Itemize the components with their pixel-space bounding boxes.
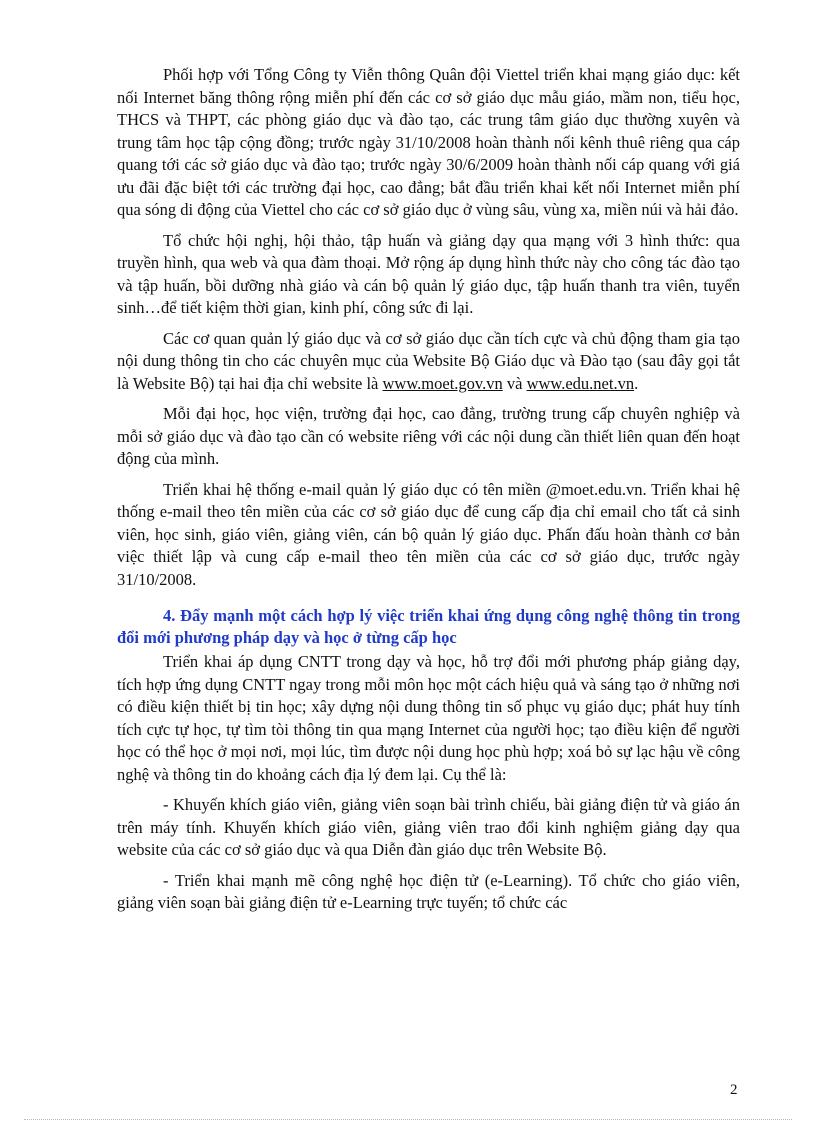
paragraph-encourage-teachers: - Khuyến khích giáo viên, giảng viên soạn bài trình chiếu, bài giảng điện tử và giáo án trên máy tính. Khuyến khích giáo viên, giảng viên trao đổi kinh nghiệm giảng dạy qua website của các cơ sở giáo dục và qua Diễn đàn giáo dục trên Website Bộ. — [117, 795, 740, 859]
paragraph-online-conferences: Tổ chức hội nghị, hội thảo, tập huấn và giảng dạy qua mạng với 3 hình thức: qua truyền hình, qua web và qua đàm thoại. Mở rộng áp dụng hình thức này cho công tác đào tạo và tập huấn, bồi dưỡng nhà giáo và cán bộ quản lý giáo dục, tập huấn thanh tra viên, tuyển sinh…để tiết kiệm thời gian, kinh phí, công sức đi lại. — [117, 230, 740, 317]
websites-text: Các cơ quan quản lý giáo dục và cơ sở giáo dục cần tích cực và chủ động tham gia tạo nội dung thông tin cho các chuyên mục của Website Bộ Giáo dục và Đào tạo (sau đây gọi tắt là Website Bộ) tại hai địa chỉ website là — [117, 328, 740, 393]
paragraph-ministry-websites — [117, 328, 740, 396]
paragraph-it-teaching: Triển khai áp dụng CNTT trong dạy và học, hỗ trợ đổi mới phương pháp giảng dạy, tích hợp ứng dụng CNTT ngay trong mỗi môn học một cách hiệu quả và sáng tạo ở những nơi có điều kiện thiết bị tin học; xây dựng nội dung thông tin số phục vụ giáo dục; phát huy tính tích cực tự học, tự tìm tòi thông tin qua mạng Internet của người học; tạo điều kiện để người học có thể học ở mọi nơi, mọi lúc, tìm được nội dung học phù hợp; xoá bỏ sự lạc hậu về công nghệ và thông tin do khoảng cách địa lý đem lại. Cụ thể là: — [117, 652, 740, 784]
paragraph-email-system: Triển khai hệ thống e-mail quản lý giáo dục có tên miền @moet.edu.vn. Triển khai hệ thống e-mail theo tên miền của các cơ sở giáo dục để cung cấp địa chỉ email cho tất cả sinh viên, học sinh, giáo viên, giảng viên, cán bộ quản lý giáo dục. Phấn đấu hoàn thành cơ bản việc thiết lập và cung cấp e-mail theo tên miền của các cơ sở giáo dục, trước ngày 31/10/2008. — [117, 479, 740, 589]
section-heading-4: 4. Đẩy mạnh một cách hợp lý việc triển khai ứng dụng công nghệ thông tin trong đổi mới phương pháp dạy và học ở từng cấp học — [117, 606, 740, 647]
websites-end: . — [634, 373, 639, 393]
page-bottom-divider — [24, 1119, 792, 1120]
link-edu-net[interactable]: www.edu.net.vn — [526, 373, 635, 393]
page-number: 2 — [730, 1082, 738, 1098]
websites-connector: và — [502, 373, 527, 393]
document-page — [117, 64, 740, 923]
paragraph-own-websites: Mỗi đại học, học viện, trường đại học, cao đẳng, trường trung cấp chuyên nghiệp và mỗi sở giáo dục và đào tạo cần có website riêng với các nội dung cần thiết liên quan đến hoạt động của mình. — [117, 404, 740, 468]
paragraph-viettel-network: Phối hợp với Tổng Công ty Viễn thông Quân đội Viettel triển khai mạng giáo dục: kết nối Internet băng thông rộng miễn phí đến các cơ sở giáo dục mẫu giáo, mầm non, tiểu học, THCS và THPT, các phòng giáo dục và đào tạo, các trung tâm giáo dục thường xuyên và trung tâm học tập cộng đồng; trước ngày 31/10/2008 hoàn thành nối kênh thuê riêng qua cáp quang tới các sở giáo dục và đào tạo; trước ngày 30/6/2009 hoàn thành nối cáp quang với giá ưu đãi đặc biệt tới các trường đại học, cao đẳng; bắt đầu triển khai kết nối Internet miễn phí qua sóng di động của Viettel cho các cơ sở giáo dục ở vùng sâu, vùng xa, miền núi và hải đảo. — [117, 65, 740, 219]
link-moet-gov[interactable]: www.moet.gov.vn — [382, 373, 503, 393]
paragraph-elearning: - Triển khai mạnh mẽ công nghệ học điện tử (e-Learning). Tổ chức cho giáo viên, giảng viên soạn bài giảng điện tử e-Learning trực tuyến; tổ chức các — [117, 870, 740, 912]
